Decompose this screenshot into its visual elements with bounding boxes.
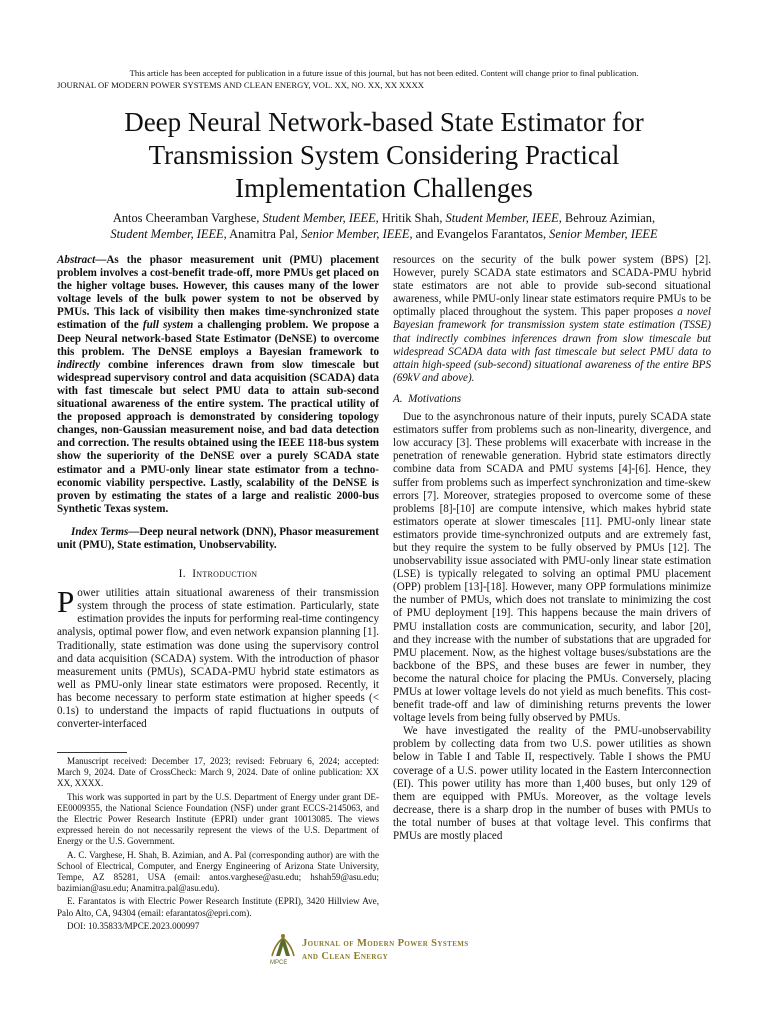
right-paragraph-1	[393, 254, 711, 385]
section-heading-introduction	[57, 568, 379, 581]
title-line-3: Implementation Challenges	[235, 173, 533, 203]
author-5-role: Senior Member, IEEE	[549, 227, 658, 241]
author-1-role: Student Member, IEEE	[262, 211, 376, 225]
author-3: , Behrouz Azimian,	[558, 211, 656, 225]
abstract	[57, 254, 379, 516]
footnotes	[57, 752, 379, 934]
journal-logo	[268, 932, 508, 972]
abstract-text-1: —As the phasor measurement unit (PMU) placement problem involves a cost-benefit trade-off, more PMUs get placed on the higher voltage buses. However, this causes many of the lower voltage levels of the bulk power system to not be observed by PMUs. This lack of visibility then makes time-synchronized state estimation of the	[57, 254, 379, 332]
logo-text-line-1: Journal of Modern Power Systems	[302, 938, 469, 949]
index-terms-text: —Deep neural network (DNN), Phasor measurement unit (PMU), State estimation, Unobservability.	[57, 525, 379, 551]
footnote-doi: DOI: 10.35833/MPCE.2023.000997	[67, 920, 200, 931]
author-list	[60, 210, 708, 242]
author-2: , Hritik Shah,	[375, 211, 446, 225]
publication-notice: This article has been accepted for publication in a future issue of this journal, but has not been edited. Content will change prior to final publication.	[129, 68, 639, 78]
logo-abbreviation: MPCE	[270, 960, 288, 966]
intro-text: ower utilities attain situational awareness of their transmission system through the process of state estimation. Particularly, state estimation provides the inputs for performing real-time contingency analysis, optimal power flow, and even network expansion planning [1]. Traditionally, state estimation was done using the supervisory control and data acquisition (SCADA) system. With the introduction of phasor measurement units (PMUs), SCADA-PMU hybrid state estimators as well as PMU-only linear state estimators were proposed. Recently, it has become necessary to perform state estimation at higher speeds (< 0.1s) to understand the impacts of rapid fluctuations in outputs of converter-interfaced	[57, 587, 379, 731]
left-column	[57, 254, 379, 731]
footnote-affiliation-epri: E. Farantatos is with Electric Power Research Institute (EPRI), 3420 Hillview Ave, Palo Alto, CA, 94304 (email: efarantatos@epri.com).	[57, 896, 379, 918]
index-terms	[57, 526, 379, 552]
title-line-2: Transmission System Considering Practical	[148, 140, 620, 170]
mpce-logo-icon	[268, 932, 298, 962]
subsection-numeral: A.	[393, 392, 403, 405]
abstract-label: Abstract	[57, 254, 96, 266]
subsection-title: Motivations	[408, 392, 462, 405]
contribution-statement: a novel Bayesian framework for transmission system state estimation (TSSE) that indirectly combines inferences drawn from slow timescale but widespread SCADA data with fast timescale but select PMU data to attain high-speed (sub-second) situational awareness of the entire BPS (69kV and above).	[393, 306, 711, 384]
footnote-funding: This work was supported in part by the U.S. Department of Energy under grant DE-EE0009355, the National Science Foundation (NSF) under grant ECCS-2145063, and the Electric Power Research Institute (EPRI) under grant 10013085. The views expressed herein do not necessarily represent the views of the U.S. Department of Energy or the U.S. Government.	[57, 791, 379, 847]
author-3-role: Student Member, IEEE	[110, 227, 224, 241]
right-text-1: resources on the security of the bulk power system (BPS) [2]. However, purely SCADA state estimators and SCADA-PMU hybrid state estimators are not able to provide sub-second situational awareness, while PMU-only linear state estimators require PMUs to be optimally placed throughout the system. This paper proposes	[393, 254, 711, 319]
journal-running-head: JOURNAL OF MODERN POWER SYSTEMS AND CLEAN ENERGY, VOL. XX, NO. XX, XX XXXX	[57, 80, 424, 90]
abstract-em-1: full system	[142, 319, 194, 332]
abstract-text-2: a challenging problem. We propose a Deep Neural network-based State Estimator (DeNSE) to overcome this problem. The DeNSE employs a Bayesian framework to	[57, 319, 379, 358]
footnote-affiliation-asu: A. C. Varghese, H. Shah, B. Azimian, and A. Pal (corresponding author) are with the School of Electrical, Computer, and Energy Engineering of Arizona State University, Tempe, AZ 85281, USA (email: antos.varghese@asu.edu; hshah59@asu.edu; bazimian@asu.edu; Anamitra.pal@asu.edu).	[57, 849, 379, 894]
section-numeral: I.	[178, 568, 186, 581]
right-column	[393, 254, 711, 843]
index-terms-label: Index Terms	[71, 525, 129, 538]
author-4: , Anamitra Pal,	[223, 227, 302, 241]
author-4-role: Senior Member, IEEE	[301, 227, 410, 241]
subsection-heading-motivations	[393, 393, 711, 406]
footnote-manuscript: Manuscript received: December 17, 2023; revised: February 6, 2024; accepted: March 9, 2024. Date of CrossCheck: March 9, 2024. Date of online publication: XX XX, XXXX.	[57, 756, 379, 789]
abstract-text-3: combine inferences drawn from slow timescale but widespread supervisory control and data acquisition (SCADA) data with fast timescale but select PMU data to attain sub-second situational awareness of the entire system. The practical utility of the proposed approach is demonstrated by considering topology changes, non-Gaussian measurement noise, and bad data detection and correction. The results obtained using the IEEE 118-bus system show the superiority of the DeNSE over a purely SCADA state estimator and a PMU-only linear state estimator from a techno-economic viability perspective. Lastly, scalability of the DeNSE is proven by estimating the states of a large and realistic 2000-bus Synthetic Texas system.	[57, 358, 379, 515]
title-line-1: Deep Neural Network-based State Estimator for	[124, 107, 644, 137]
drop-cap: P	[57, 584, 75, 620]
author-2-role: Student Member, IEEE	[445, 211, 559, 225]
investigation-paragraph: We have investigated the reality of the PMU-unobservability problem by collecting data from two U.S. power utilities as shown below in Table I and Table II, respectively. Table I shows the PMU coverage of a U.S. power utility located in the Eastern Interconnection (EI). This power utility has more than 1,400 buses, but only 129 of them are equipped with PMUs. Moreover, as the voltage levels decrease, there is a sharp drop in the number of buses with PMUs to the total number of buses at that voltage level. This confirms that PMUs are mostly placed	[393, 725, 711, 843]
footnote-rule	[57, 752, 127, 753]
author-1: Antos Cheeramban Varghese,	[112, 211, 263, 225]
author-5: , and Evangelos Farantatos,	[409, 227, 550, 241]
paper-title	[40, 106, 728, 205]
intro-paragraph	[57, 584, 379, 731]
abstract-em-2: indirectly	[57, 358, 101, 371]
motivations-paragraph: Due to the asynchronous nature of their inputs, purely SCADA state estimators suffer from problems such as non-linearity, divergence, and low accuracy [3]. These problems will exacerbate with increase in the penetration of renewable generation. Hybrid state estimators directly combine data from SCADA and PMU systems [4]-[6]. Hence, they suffer from problems such as imperfect synchronization and time-skew errors [7]. Moreover, strategies proposed to overcome some of these problems [8]-[10] are compute intensive, which makes hybrid state estimators operate at slower timescales [11]. PMU-only linear state estimators provide time-synchronized outputs and are extremely fast, but they require the system to be fully observed by PMUs [12]. The unobservability issue associated with PMU-only linear state estimation (LSE) is typically relegated to solving an optimal PMU placement (OPP) problem [13]-[18]. However, many OPP formulations minimize the number of PMUs, which does not translate to minimizing the cost of PMU deployment [19]. This happens because the main drivers of PMU installation costs are communication, security, and labor [20], and they increase with the number of substations that are upgraded for PMU placement. Now, as the highest voltage buses/substations are the backbone of the BPS, and these buses are fewer in number, they become the natural choice for placing the PMUs. Conversely, placing PMUs at lower voltage levels do not yield as much benefits. This cost-benefit trade-off and law of diminishing returns prevents the lower voltage levels from being fully observed by PMUs.	[393, 411, 711, 725]
logo-text-line-2: and Clean Energy	[302, 951, 389, 962]
section-title: Introduction	[192, 568, 258, 581]
